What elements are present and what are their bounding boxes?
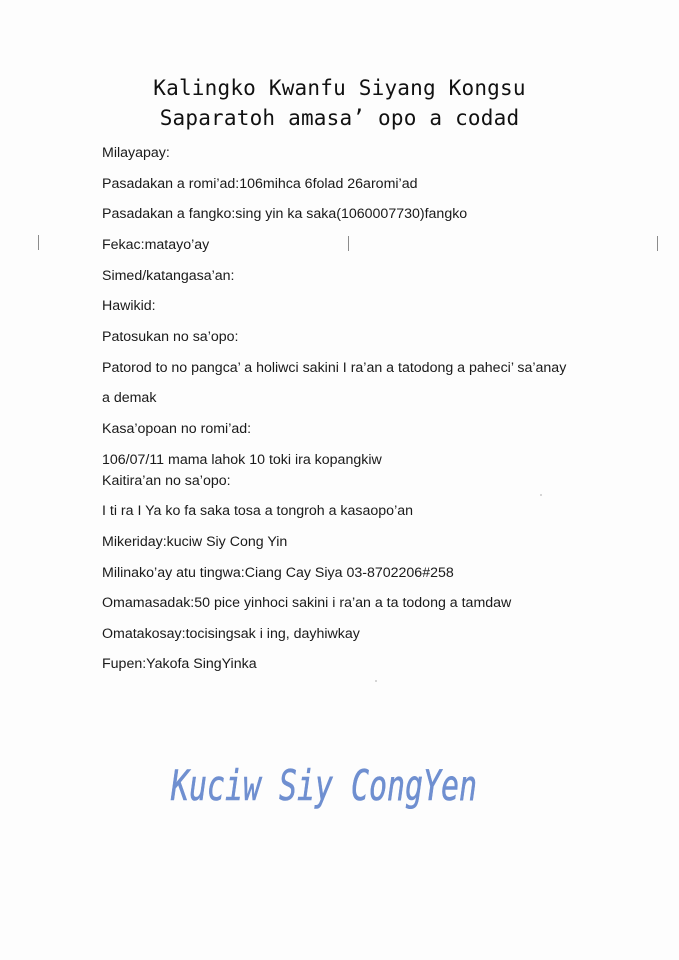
- field-fekac: Fekac:matayo’ay: [102, 237, 210, 253]
- field-kasaopoan-romiad: Kasa’opoan no romi’ad:: [102, 421, 252, 437]
- paper-speck: [540, 494, 542, 496]
- margin-mark-center: [348, 236, 349, 251]
- field-omamasadak: Omamasadak:50 pice yinhoci sakini i ra’an a ta todong a tamdaw: [102, 595, 512, 611]
- signature-text: Kuciw Siy CongYen: [170, 761, 478, 810]
- field-omatakosay: Omatakosay:tocisingsak i ing, dayhiwkay: [102, 626, 360, 642]
- field-pasadakan-fangko: Pasadakan a fangko:sing yin ka saka(1060007730)fangko: [102, 206, 468, 222]
- field-simed: Simed/katangasa’an:: [102, 268, 235, 284]
- meeting-location: I ti ra I Ya ko fa saka tosa a tongroh a kasaopo’an: [102, 503, 414, 519]
- body-text-line1: Patorod to no pangca’ a holiwci sakini I ra’an a tatodong a paheci’ sa’anay: [102, 360, 567, 376]
- body-text-line2: a demak: [102, 390, 157, 406]
- document-title-line1: Kalingko Kwanfu Siyang Kongsu: [153, 76, 526, 100]
- field-kaitiraan: Kaitira’an no sa’opo:: [102, 473, 231, 489]
- signature-stamp: [164, 744, 484, 824]
- field-patosukan: Patosukan no sa’opo:: [102, 329, 239, 345]
- paper-speck: [375, 680, 377, 682]
- field-pasadakan-romiad: Pasadakan a romi’ad:106mihca 6folad 26aromi’ad: [102, 176, 418, 192]
- field-mikeriday: Mikeriday:kuciw Siy Cong Yin: [102, 534, 288, 550]
- field-milinakoay: Milinako’ay atu tingwa:Ciang Cay Siya 03-8702206#258: [102, 565, 454, 581]
- margin-mark-right: [657, 236, 658, 251]
- margin-mark-left: [38, 235, 39, 250]
- meeting-datetime: 106/07/11 mama lahok 10 toki ira kopangkiw: [102, 452, 382, 468]
- document-title-line2: Saparatoh amasa’ opo a codad: [159, 106, 520, 130]
- field-hawikid: Hawikid:: [102, 298, 156, 314]
- field-fupen: Fupen:Yakofa SingYinka: [102, 656, 257, 672]
- field-milayapay: Milayapay:: [102, 145, 170, 161]
